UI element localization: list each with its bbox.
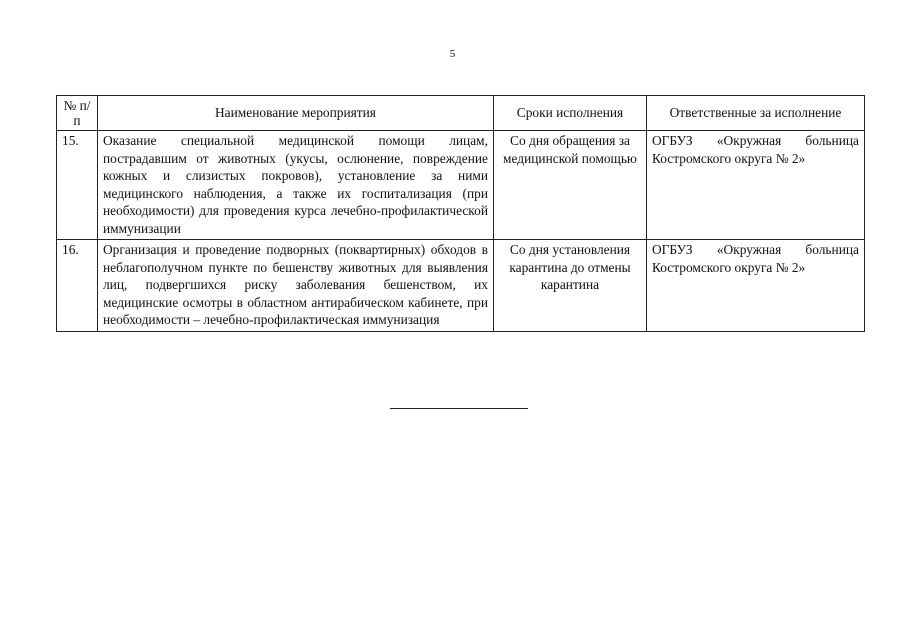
events-table xyxy=(56,95,865,332)
event-name: Организация и проведение подворных (поквартирных) обходов в неблагополучном пункте по бешенству животных для выявления лиц, подвергшихся риску заболевания бешенством, их медицинские осмотры в областном антирабическом кабинете, при необходимости – лечебно-профилактическая иммунизация xyxy=(98,240,494,332)
event-responsible: ОГБУЗ «Окружная больница Костромского округа № 2» xyxy=(647,131,865,240)
table-row xyxy=(57,131,865,240)
event-deadline: Со дня обращения за медицинской помощью xyxy=(494,131,647,240)
table-row xyxy=(57,240,865,332)
end-of-document-rule xyxy=(390,408,528,409)
row-number: 16. xyxy=(57,240,98,332)
table-header-row xyxy=(57,96,865,131)
event-deadline: Со дня установления карантина до отмены карантина xyxy=(494,240,647,332)
header-event-name: Наименование мероприятия xyxy=(98,96,494,131)
event-responsible: ОГБУЗ «Окружная больница Костромского округа № 2» xyxy=(647,240,865,332)
header-deadline: Сроки исполнения xyxy=(494,96,647,131)
page-number: 5 xyxy=(449,48,456,60)
header-number: № п/п xyxy=(57,96,98,131)
event-name: Оказание специальной медицинской помощи лицам, пострадавшим от животных (укусы, ослюнение, повреждение кожных и слизистых покровов), установление за ними медицинского наблюдения, а также их госпитализация (при необходимости) для проведения курса лечебно-профилактической иммунизации xyxy=(98,131,494,240)
header-responsible: Ответственные за исполнение xyxy=(647,96,865,131)
row-number: 15. xyxy=(57,131,98,240)
